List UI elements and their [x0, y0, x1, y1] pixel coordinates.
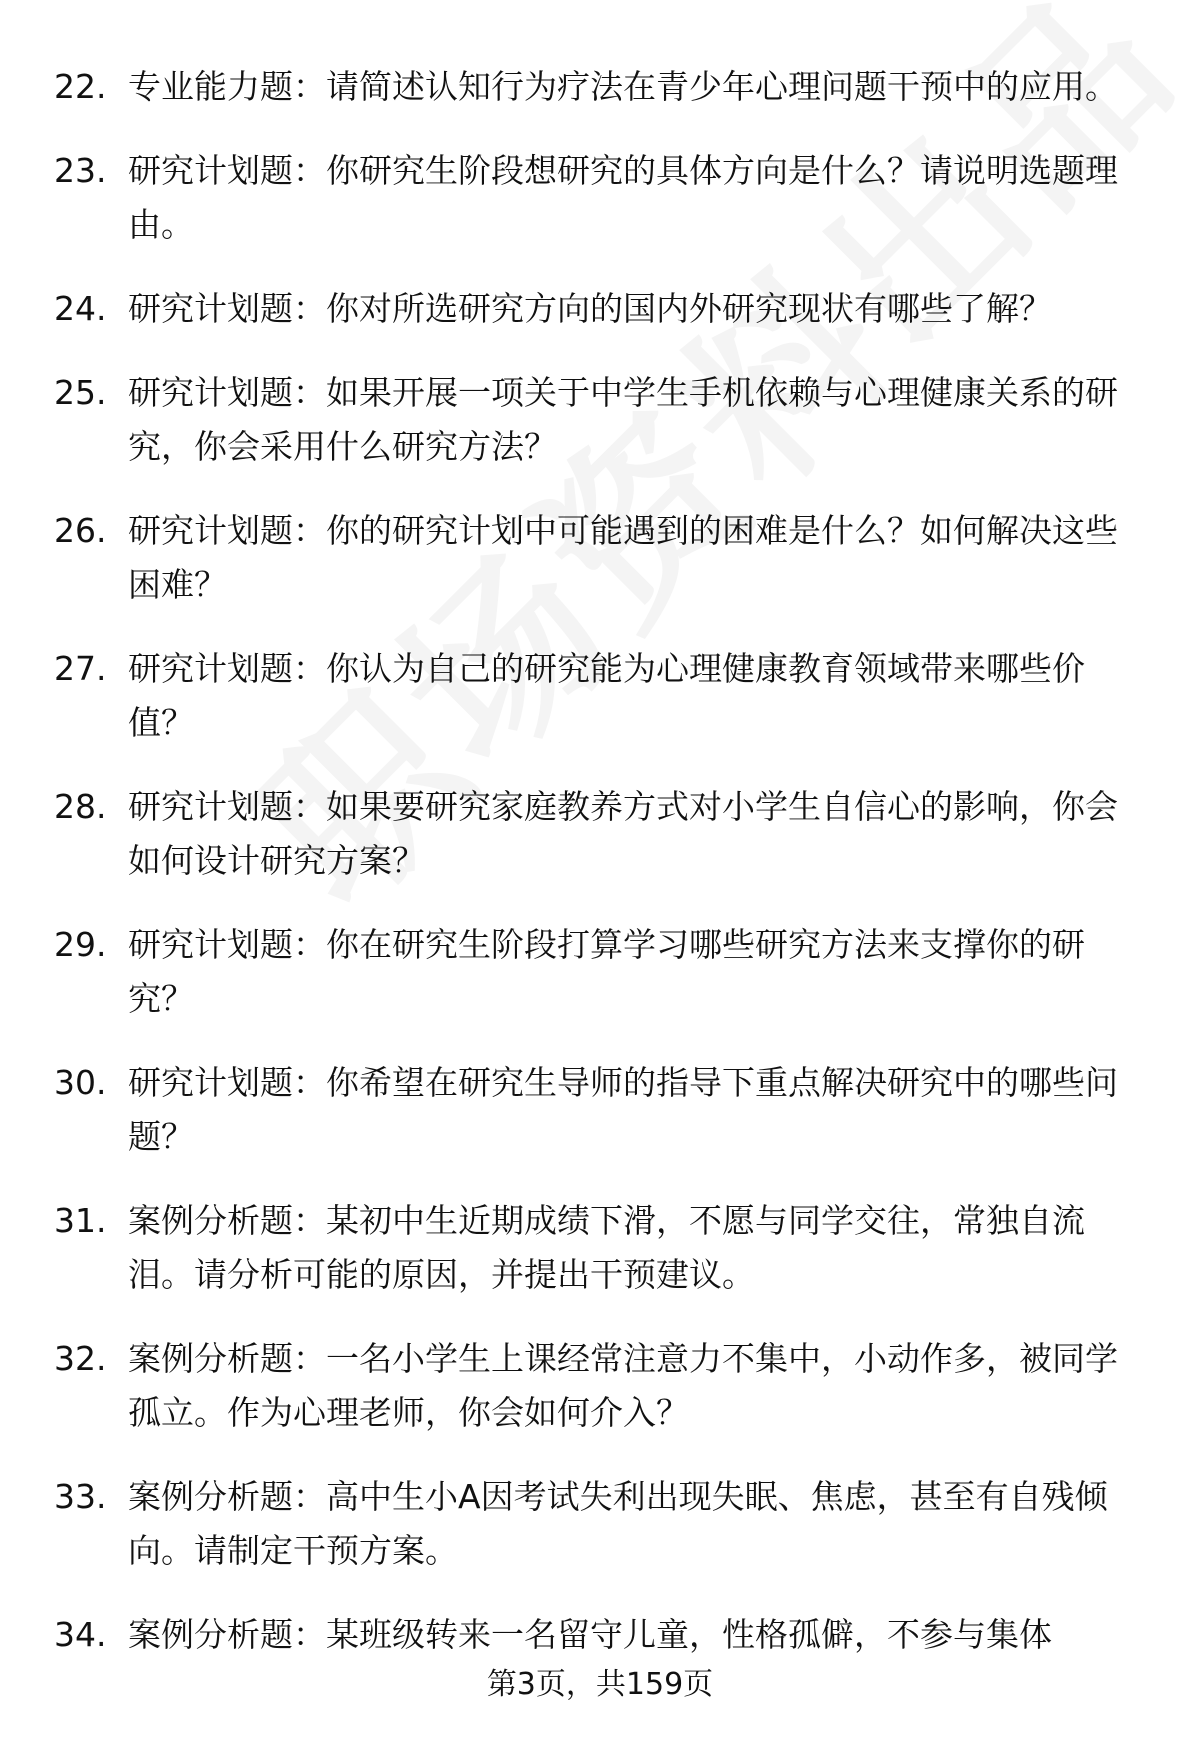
question-text: 研究计划题：你研究生阶段想研究的具体方向是什么？请说明选题理由。 [128, 151, 1118, 244]
question-text: 研究计划题：你的研究计划中可能遇到的困难是什么？如何解决这些困难？ [128, 511, 1118, 604]
page-number-footer: 第3页，共159页 [486, 1667, 714, 1702]
question-text: 研究计划题：你认为自己的研究能为心理健康教育领域带来哪些价值？ [128, 649, 1085, 742]
question-text: 案例分析题：某初中生近期成绩下滑，不愿与同学交往，常独自流泪。请分析可能的原因，并提出干预建议。 [128, 1201, 1085, 1294]
list-item [0, 504, 1200, 612]
question-number: 22. [54, 67, 107, 106]
list-item [0, 1332, 1200, 1440]
list-item [0, 1056, 1200, 1164]
question-number: 34. [54, 1615, 107, 1654]
question-text: 研究计划题：你在研究生阶段打算学习哪些研究方法来支撑你的研究？ [128, 925, 1085, 1018]
list-item [0, 918, 1200, 1026]
list-item [0, 1470, 1200, 1578]
list-item [0, 144, 1200, 252]
question-number: 32. [54, 1339, 107, 1378]
list-item [0, 60, 1200, 114]
question-text: 专业能力题：请简述认知行为疗法在青少年心理问题干预中的应用。 [128, 67, 1118, 106]
question-list [0, 60, 1200, 1692]
question-number: 31. [54, 1201, 107, 1240]
question-number: 29. [54, 925, 107, 964]
question-number: 30. [54, 1063, 107, 1102]
question-number: 23. [54, 151, 107, 190]
list-item [0, 780, 1200, 888]
question-text: 案例分析题：一名小学生上课经常注意力不集中，小动作多，被同学孤立。作为心理老师，你会如何介入？ [128, 1339, 1118, 1432]
list-item [0, 1608, 1200, 1662]
question-text: 案例分析题：高中生小A因考试失利出现失眠、焦虑，甚至有自残倾向。请制定干预方案。 [128, 1477, 1108, 1570]
question-text: 研究计划题：如果开展一项关于中学生手机依赖与心理健康关系的研究，你会采用什么研究方法？ [128, 373, 1118, 466]
question-number: 25. [54, 373, 107, 412]
question-text: 研究计划题：你对所选研究方向的国内外研究现状有哪些了解？ [128, 289, 1052, 328]
list-item [0, 1194, 1200, 1302]
list-item [0, 366, 1200, 474]
question-number: 24. [54, 289, 107, 328]
question-number: 28. [54, 787, 107, 826]
question-number: 27. [54, 649, 107, 688]
question-text: 研究计划题：你希望在研究生导师的指导下重点解决研究中的哪些问题？ [128, 1063, 1118, 1156]
question-number: 33. [54, 1477, 107, 1516]
question-text: 案例分析题：某班级转来一名留守儿童，性格孤僻，不参与集体 [128, 1615, 1052, 1654]
list-item [0, 642, 1200, 750]
question-text: 研究计划题：如果要研究家庭教养方式对小学生自信心的影响，你会如何设计研究方案？ [128, 787, 1118, 880]
question-number: 26. [54, 511, 107, 550]
list-item [0, 282, 1200, 336]
